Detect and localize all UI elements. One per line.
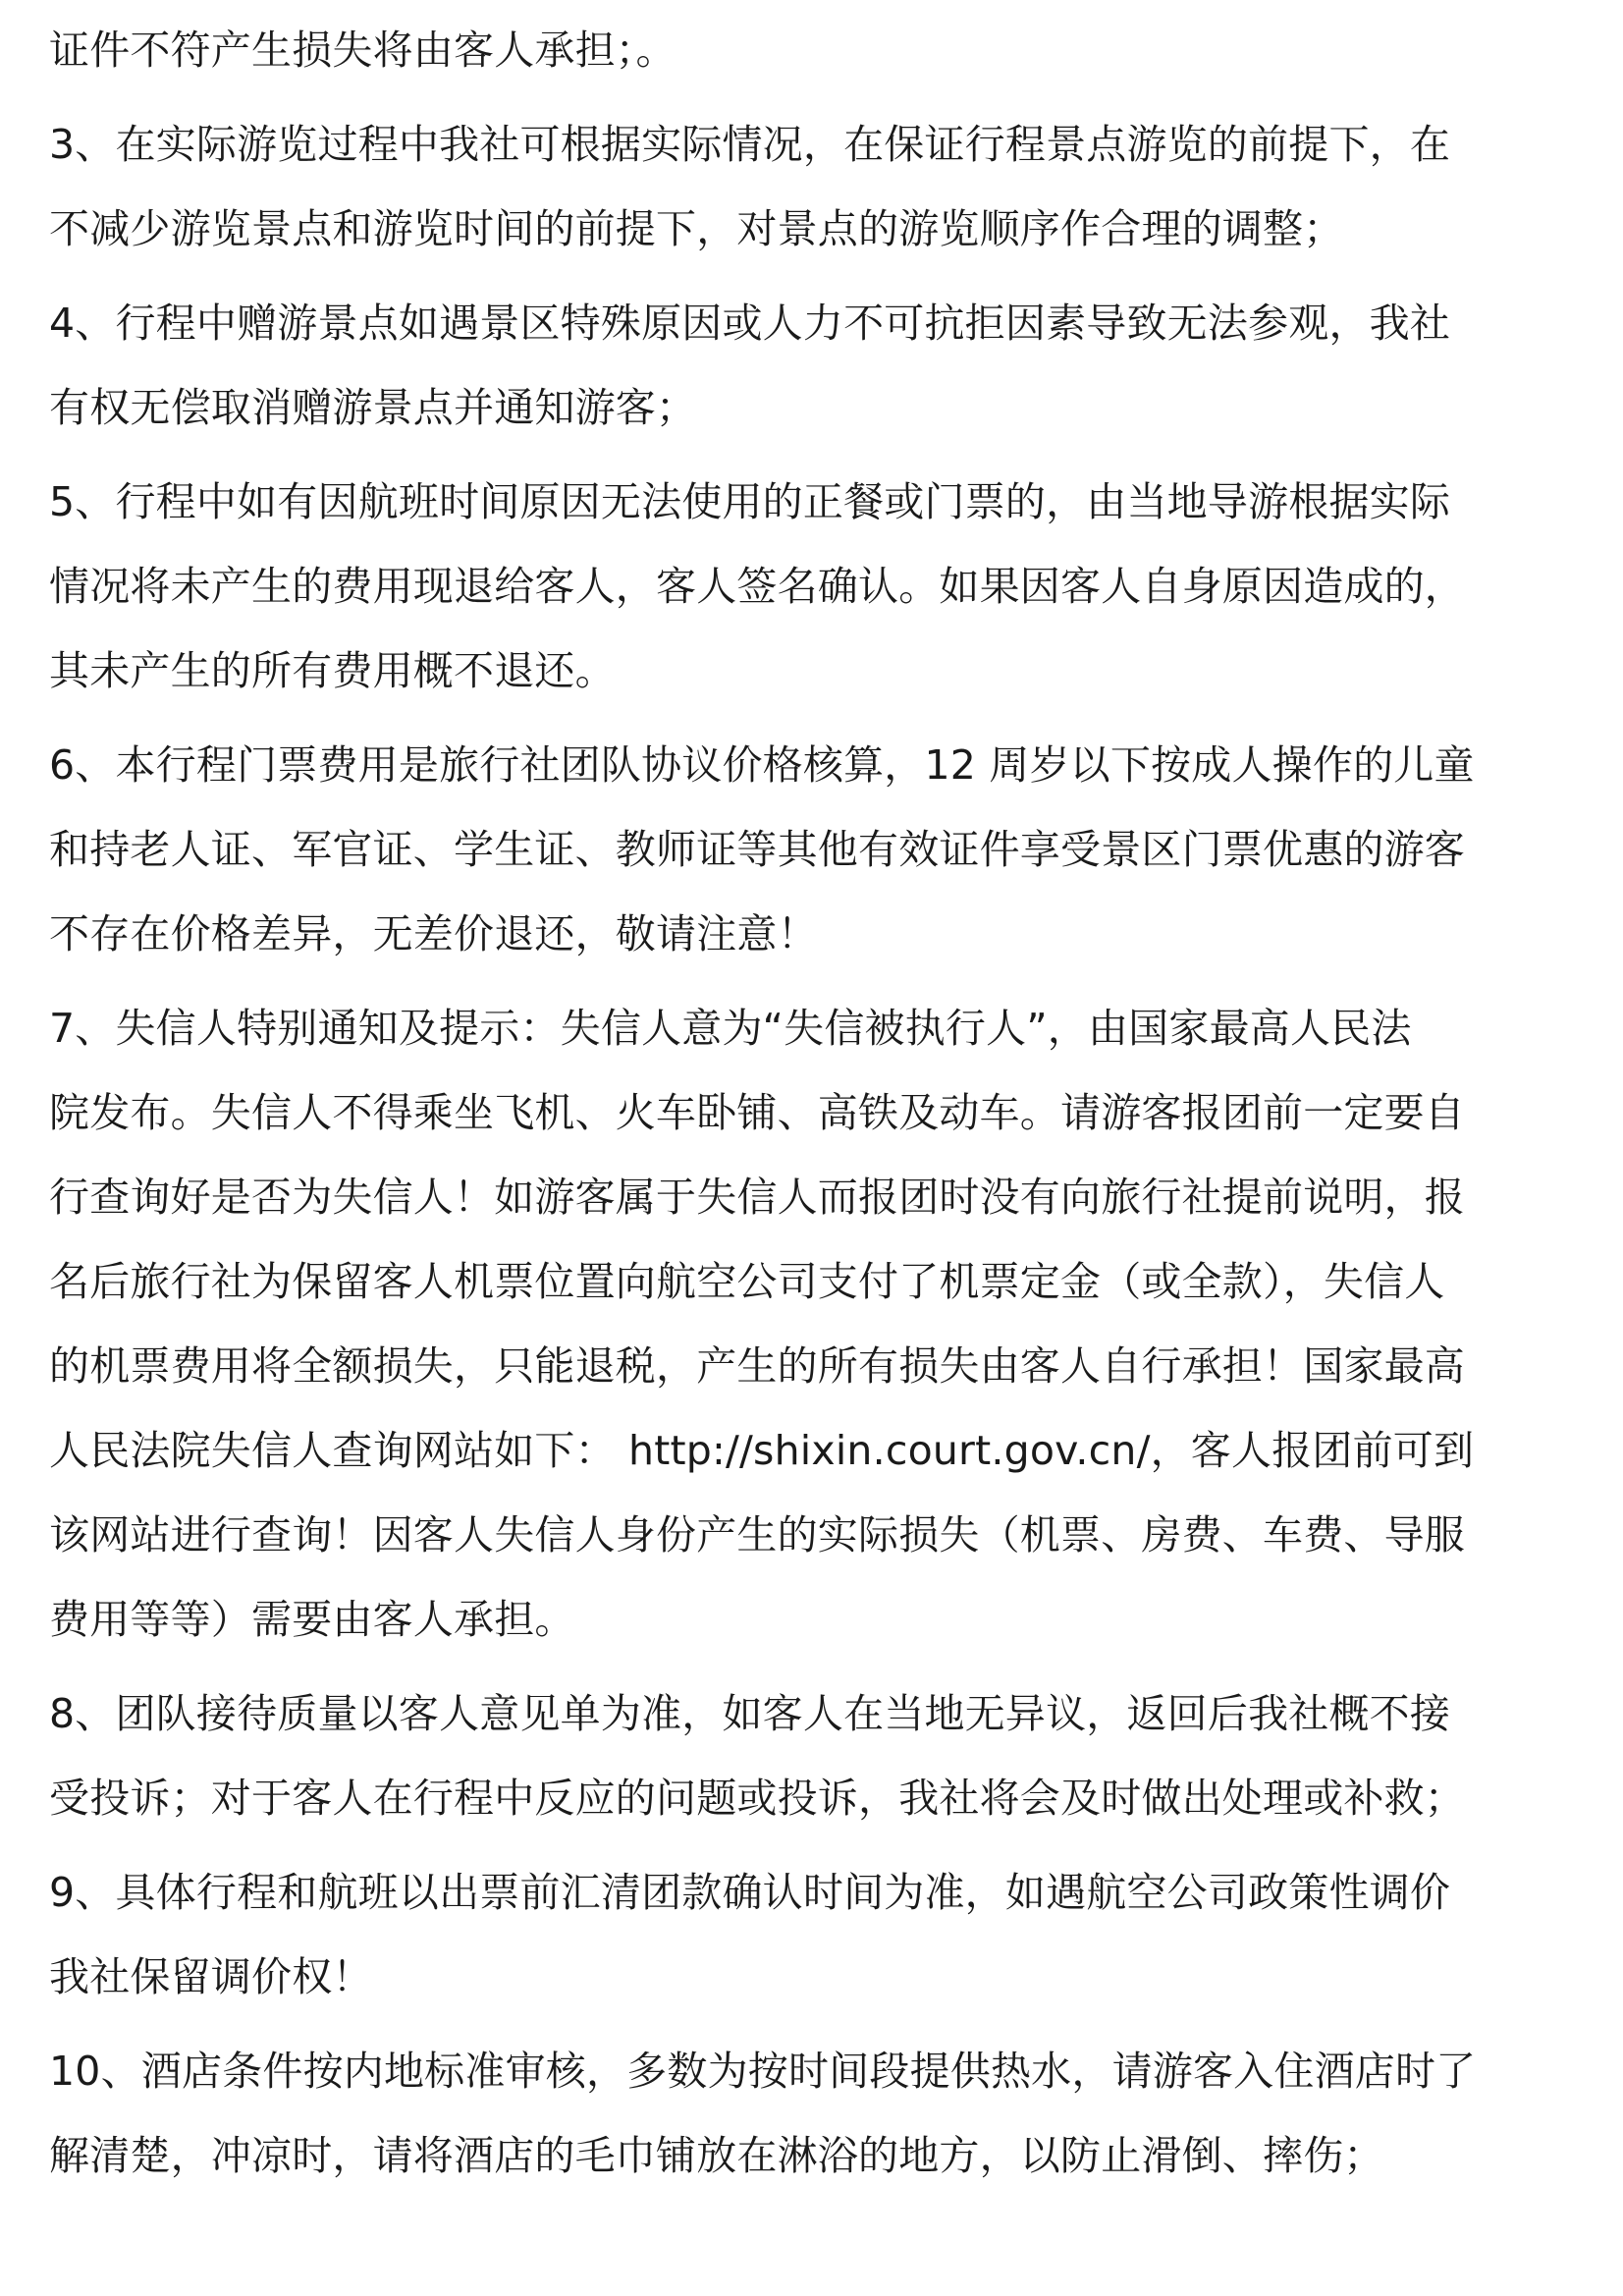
text-line: 行查询好是否为失信人！如游客属于失信人而报团时没有向旅行社提前说明，报 <box>49 1174 1465 1221</box>
text-line: 受投诉；对于客人在行程中反应的问题或投诉，我社将会及时做出处理或补救； <box>49 1775 1465 1822</box>
paragraph-item-5 <box>49 460 1586 713</box>
text-line: 的机票费用将全额损失，只能退税，产生的所有损失由客人自行承担！国家最高 <box>49 1342 1465 1390</box>
text-line: 不减少游览景点和游览时间的前提下，对景点的游览顺序作合理的调整； <box>49 205 1344 252</box>
paragraph-item-10 <box>49 2029 1586 2198</box>
text-line: 7、失信人特别通知及提示：失信人意为“失信被执行人”，由国家最高人民法 <box>49 1005 1412 1052</box>
text-line: 3、在实际游览过程中我社可根据实际情况，在保证行程景点游览的前提下，在 <box>49 121 1451 168</box>
text-line: 费用等等）需要由客人承担。 <box>49 1596 575 1643</box>
text-line: 9、具体行程和航班以出票前汇清团款确认时间为准，如遇航空公司政策性调价 <box>49 1869 1451 1916</box>
text-line: 其未产生的所有费用概不退还。 <box>49 647 616 694</box>
text-line: 该网站进行查询！因客人失信人身份产生的实际损失（机票、房费、车费、导服 <box>49 1511 1465 1558</box>
text-line: 名后旅行社为保留客人机票位置向航空公司支付了机票定金（或全款），失信人 <box>49 1258 1445 1305</box>
paragraph-item-8 <box>49 1671 1586 1840</box>
paragraph-item-7 <box>49 986 1586 1662</box>
text-line: 人民法院失信人查询网站如下： http://shixin.court.gov.cn/，客人报团前可到 <box>49 1427 1475 1474</box>
text-line: 6、本行程门票费用是旅行社团队协议价格核算，12 周岁以下按成人操作的儿童 <box>49 741 1475 789</box>
text-line: 情况将未产生的费用现退给客人，客人签名确认。如果因客人自身原因造成的， <box>49 563 1465 610</box>
text-line: 和持老人证、军官证、学生证、教师证等其他有效证件享受景区门票优惠的游客 <box>49 826 1465 873</box>
text-line: 我社保留调价权！ <box>49 1953 373 2000</box>
paragraph-item-4 <box>49 281 1586 450</box>
text-line: 证件不符产生损失将由客人承担；。 <box>49 27 676 74</box>
text-line: 5、行程中如有因航班时间原因无法使用的正餐或门票的，由当地导游根据实际 <box>49 478 1451 525</box>
text-line: 8、团队接待质量以客人意见单为准，如客人在当地无异议，返回后我社概不接 <box>49 1690 1451 1737</box>
text-line: 院发布。失信人不得乘坐飞机、火车卧铺、高铁及动车。请游客报团前一定要自 <box>49 1089 1465 1136</box>
paragraph-item-9 <box>49 1850 1586 2019</box>
text-line: 有权无偿取消赠游景点并通知游客； <box>49 384 697 431</box>
paragraph-item-3 <box>49 102 1586 271</box>
text-line: 10、酒店条件按内地标准审核，多数为按时间段提供热水，请游客入住酒店时了 <box>49 2048 1477 2095</box>
text-line: 4、行程中赠游景点如遇景区特殊原因或人力不可抗拒因素导致无法参观，我社 <box>49 300 1451 347</box>
text-line: 不存在价格差异，无差价退还，敬请注意！ <box>49 910 818 957</box>
text-line: 解清楚，冲凉时，请将酒店的毛巾铺放在淋浴的地方，以防止滑倒、摔伤； <box>49 2132 1384 2179</box>
paragraph-continuation <box>49 8 1586 92</box>
paragraph-item-6 <box>49 723 1586 976</box>
